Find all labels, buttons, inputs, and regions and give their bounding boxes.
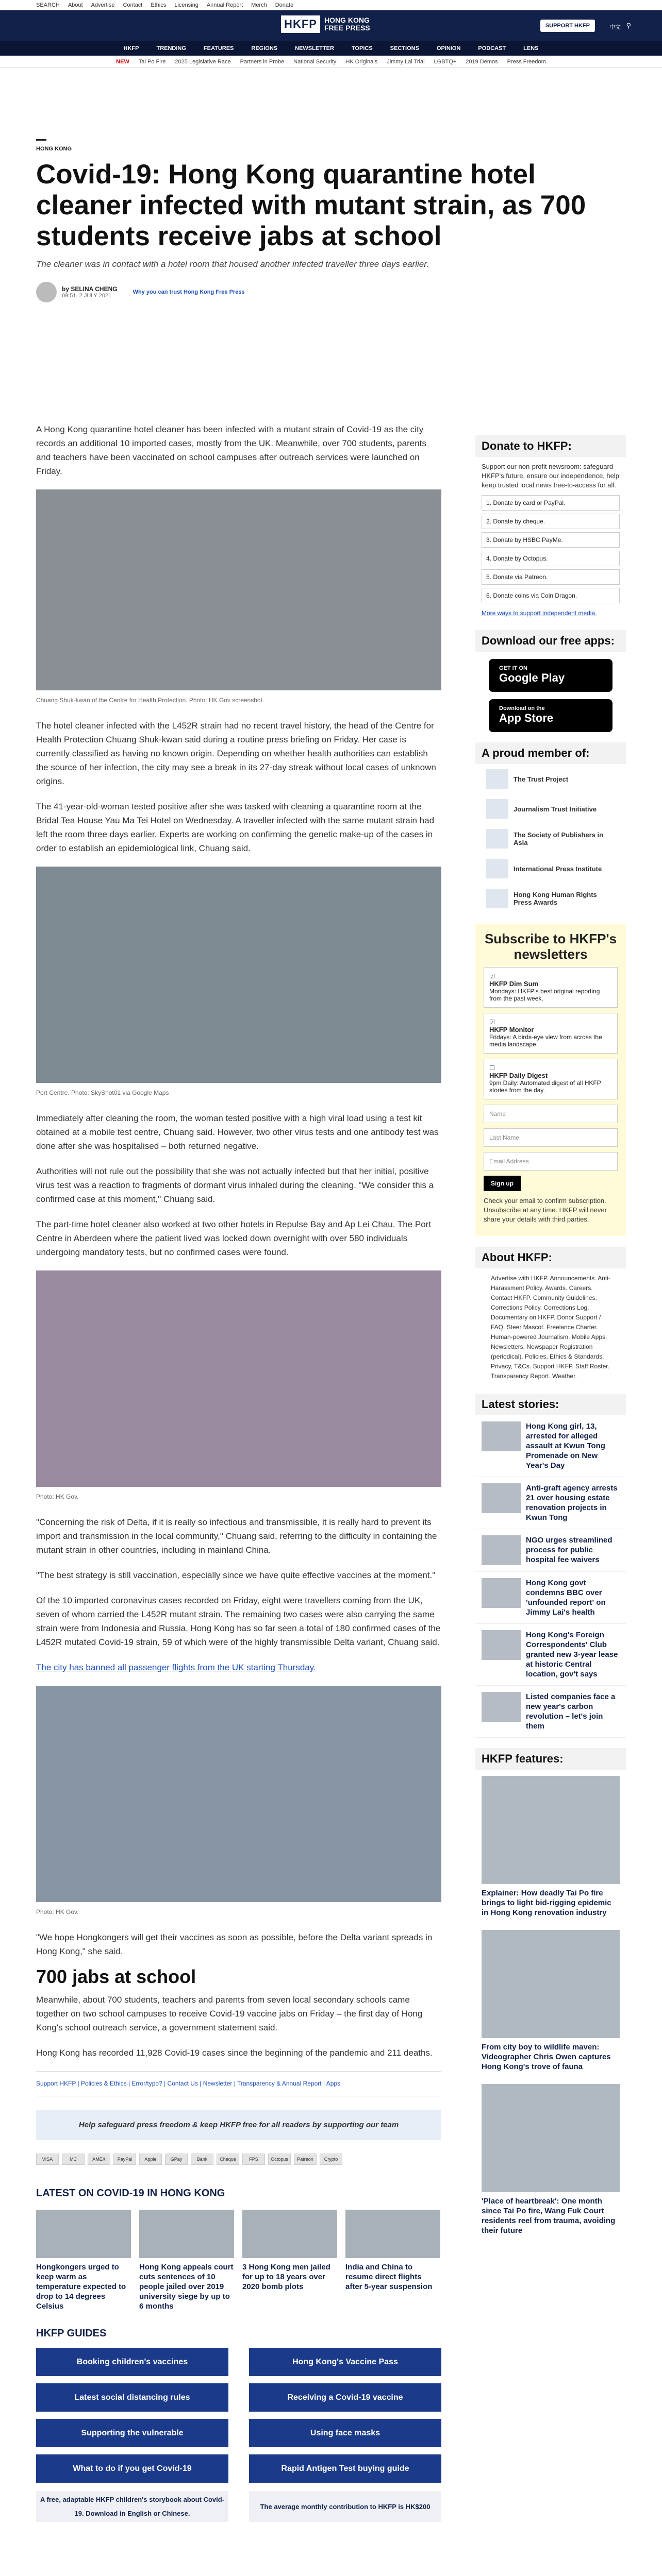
advertise-link[interactable]: Advertise xyxy=(91,2,115,8)
main-nav xyxy=(0,41,662,56)
story-title[interactable]: Hong Kong appeals court cuts sentences of 10 people jailed over 2019 university siege by up to 6 months xyxy=(139,2263,234,2311)
nav-item[interactable]: REGIONS xyxy=(251,45,278,52)
utility-bar xyxy=(0,0,662,10)
section-label[interactable]: HONG KONG xyxy=(36,139,46,152)
guide-button[interactable]: Using face masks xyxy=(249,2419,441,2447)
about-link[interactable]: About xyxy=(68,2,83,8)
brand-bar xyxy=(0,10,662,41)
trending-item[interactable]: LGBTQ+ xyxy=(434,58,457,65)
member-name: The Trust Project xyxy=(514,775,569,783)
guides-heading: HKFP GUIDES xyxy=(36,2328,107,2339)
story-thumbnail xyxy=(345,2210,440,2258)
latest-covid-heading: LATEST ON COVID-19 IN HONG KONG xyxy=(36,2188,225,2199)
article-photo xyxy=(36,1686,441,1902)
page-title: Covid-19: Hong Kong quarantine hotel cleaner infected with mutant strain, as 700 students receive jabs at school xyxy=(36,159,586,251)
contact-link[interactable]: Contact xyxy=(123,2,143,8)
payment-icon: GPay xyxy=(165,2154,188,2165)
story-item[interactable] xyxy=(475,1415,626,1477)
feature-item[interactable] xyxy=(475,2078,626,2242)
ethics-link[interactable]: Ethics xyxy=(151,2,167,8)
about-links[interactable]: Advertise with HKFP. Announcements. Anti-Harassment Policy. Awards. Careers. Contact HKFP. Community Guidelines. Corrections Policy. Corrections Log. Documentary on HKFP. Donor Support / FAQ. Steer Mascot. Freelance Charter. Human-powered Journalism. Mobile Apps. Newsletters. Newspaper Registration (periodical). Policies, Ethics & Standards. Privacy, T&Cs. Support HKFP. Staff Roster. Transparency Report. Weather. xyxy=(491,1275,610,1380)
option-title: HKFP Monitor xyxy=(489,1026,534,1033)
paragraph-link[interactable]: The city has banned all passenger flights from the UK starting Thursday. xyxy=(36,1663,316,1672)
newsletter-box xyxy=(475,924,626,1236)
feature-title[interactable]: Explainer: How deadly Tai Po fire brings to light bid-rigging epidemic in Hong Kong renovation industry xyxy=(482,1889,611,1917)
story-item[interactable] xyxy=(475,1624,626,1686)
member-name: The Society of Publishers in Asia xyxy=(514,831,604,846)
payment-icon: Patreon xyxy=(294,2154,317,2165)
guide-button[interactable]: Hong Kong's Vaccine Pass xyxy=(249,2348,441,2376)
newsletter-note: Check your email to confirm subscription. Unsubscribe at any time. HKFP will never share your details with third parties. xyxy=(484,1197,607,1223)
trending-item[interactable]: Press Freedom xyxy=(507,58,546,65)
member-logo[interactable] xyxy=(475,764,626,794)
guide-button[interactable]: Rapid Antigen Test buying guide xyxy=(249,2454,441,2483)
members-heading: A proud member of: xyxy=(475,742,626,764)
sidebar xyxy=(475,435,626,2242)
feature-item[interactable] xyxy=(475,1770,626,1924)
member-icon xyxy=(486,799,508,819)
option-title: HKFP Daily Digest xyxy=(489,1072,548,1079)
paragraph: "Concerning the risk of Delta, if it is really so infectious and transmissible, it is really hard to prevent its import and transmission in the local community," Chuang said, referring to the difficulty in containing the mutant strain in other countries, including in mainland China. xyxy=(36,1517,437,1555)
story-title[interactable]: Hongkongers urged to keep warm as temperature expected to drop to 14 degrees Celsius xyxy=(36,2263,126,2311)
photo-caption: Port Centre. Photo: SkyShot01 via Google Maps xyxy=(36,1089,169,1096)
search-link[interactable]: SEARCH xyxy=(36,2,60,8)
payment-icon: AMEX xyxy=(88,2154,110,2165)
newsletter-option[interactable]: ☑ HKFP Monitor Fridays: A birds-eye view from across the media landscape. xyxy=(484,1013,618,1054)
article-photo xyxy=(36,1270,441,1487)
paragraph: Of the 10 imported coronavirus cases recorded on Friday, eight were travellers coming from the UK, seven of whom carried the L452R mutant strain. The remaining two cases were also carrying the same strain were from Indonesia and Russia. Hong Kong has so far seen a total of 180 confirmed cases of the L452R mutated Covid-19 strain, 59 of which were of the highly transmissible Delta variant, Chuang said. xyxy=(36,1596,441,1647)
payment-icon: MC xyxy=(62,2154,85,2165)
signup-button[interactable]: Sign up xyxy=(484,1176,521,1191)
story-title[interactable]: Hong Kong's Foreign Correspondents' Club granted new 3-year lease at historic Central location, gov't says xyxy=(526,1631,618,1679)
nav-item[interactable]: OPINION xyxy=(436,45,461,52)
story-title[interactable]: Hong Kong govt condemns BBC over 'unfounded report' on Jimmy Lai's health xyxy=(526,1579,606,1617)
paragraph: "The best strategy is still vaccination, especially since we have quite effective vaccines at the moment." xyxy=(36,1570,436,1580)
nav-item[interactable]: LENS xyxy=(523,45,539,52)
member-logo[interactable] xyxy=(475,854,626,884)
member-name: Hong Kong Human Rights Press Awards xyxy=(514,891,597,906)
support-banner[interactable]: Help safeguard press freedom & keep HKFP free for all readers by supporting our team xyxy=(36,2110,441,2140)
guide-button[interactable]: Latest social distancing rules xyxy=(36,2383,228,2412)
story-thumbnail xyxy=(482,1421,521,1451)
story-tile[interactable] xyxy=(242,2210,337,2311)
paragraph: The part-time hotel cleaner also worked at two other hotels in Repulse Bay and Ap Lei Chau. The Port Centre in Aberdeen where the patient lived was locked down overnight with over 580 individuals undergoing mandatory tests, but no confirmed cases were found. xyxy=(36,1219,432,1257)
donate-option[interactable]: 5. Donate via Patreon. xyxy=(482,569,620,585)
member-name: Journalism Trust Initiative xyxy=(514,805,597,813)
nav-item[interactable]: TOPICS xyxy=(351,45,373,52)
google-play-badge[interactable] xyxy=(489,659,613,692)
trending-item[interactable]: 2019 Demos xyxy=(466,58,498,65)
donate-option[interactable]: 6. Donate coins via Coin Dragon. xyxy=(482,588,620,603)
new-badge: NEW xyxy=(116,58,129,65)
guide-button[interactable]: Supporting the vulnerable xyxy=(36,2419,228,2447)
guide-button[interactable]: Receiving a Covid-19 vaccine xyxy=(249,2383,441,2412)
story-title[interactable]: 3 Hong Kong men jailed for up to 18 years over 2020 bomb plots xyxy=(242,2263,330,2291)
story-title[interactable]: Listed companies face a new year's carbon revolution – let's join them xyxy=(526,1692,616,1731)
payment-icon: PayPal xyxy=(113,2154,136,2165)
story-thumbnail xyxy=(482,1483,521,1513)
option-desc: 9pm Daily: Automated digest of all HKFP stories from the day. xyxy=(489,1079,601,1094)
publish-date: 09:51, 2 JULY 2021 xyxy=(62,293,112,299)
licensing-link[interactable]: Licensing xyxy=(174,2,198,8)
photo-caption: Chuang Shuk-kwan of the Centre for Health Protection. Photo: HK Gov screenshot. xyxy=(36,697,264,704)
story-item[interactable] xyxy=(475,1572,626,1624)
member-logo[interactable] xyxy=(475,794,626,824)
feature-title[interactable]: From city boy to wildlife maven: Videographer Chris Owen captures Hong Kong's trove of fauna xyxy=(482,2043,611,2071)
story-tile[interactable] xyxy=(36,2210,131,2311)
member-name: International Press Institute xyxy=(514,865,602,873)
story-title[interactable]: India and China to resume direct flights after 5-year suspension xyxy=(345,2263,433,2291)
story-thumbnail xyxy=(482,1692,521,1722)
merch-link[interactable]: Merch xyxy=(251,2,267,8)
story-tile[interactable] xyxy=(139,2210,234,2311)
paragraph: Authorities will not rule out the possibility that she was not actually infected but that her initial, positive virus test was a reaction to fragments of dormant virus inhaled during the cleaning. "We consider this a confirmed case at this moment," Chuang said. xyxy=(36,1166,434,1204)
option-desc: Fridays: A birds-eye view from across the media landscape. xyxy=(489,1033,602,1048)
nav-item[interactable]: HKFP xyxy=(123,45,139,52)
latest-stories-heading: Latest stories: xyxy=(475,1394,626,1415)
nav-item[interactable]: SECTIONS xyxy=(390,45,419,52)
article-body xyxy=(36,422,441,2522)
badge-small: GET IT ON xyxy=(499,665,527,671)
donate-options xyxy=(475,495,626,603)
feature-title[interactable]: 'Place of heartbreak': One month since Tai Po fire, Wang Fuk Court residents reel from trauma, avoiding their future xyxy=(482,2197,616,2235)
story-title[interactable]: Hong Kong girl, 13, arrested for alleged assault at Kwun Tong Promenade on New Year's Day xyxy=(526,1422,605,1470)
footer-links[interactable]: Support HKFP | Policies & Ethics | Error/typo? | Contact Us | Newsletter | Transparency & Annual Report | Apps xyxy=(36,2071,441,2096)
donate-option[interactable]: 2. Donate by cheque. xyxy=(482,514,620,529)
contribution-promo[interactable]: The average monthly contribution to HKFP is HK$200 xyxy=(249,2491,441,2522)
donate-option[interactable]: 1. Donate by card or PayPal. xyxy=(482,495,620,511)
payment-icon: Cheque xyxy=(217,2154,239,2165)
paragraph: Hong Kong has recorded 11,928 Covid-19 cases since the beginning of the pandemic and 211 deaths. xyxy=(36,2048,433,2058)
member-icon xyxy=(486,829,508,849)
trending-item[interactable]: 2025 Legislative Race xyxy=(175,58,231,65)
guide-button[interactable]: Booking children's vaccines xyxy=(36,2348,228,2376)
nav-item[interactable]: TRENDING xyxy=(156,45,186,52)
features-heading: HKFP features: xyxy=(475,1748,626,1770)
logo-name: HONG KONG FREE PRESS xyxy=(324,16,370,32)
member-icon xyxy=(486,859,508,878)
article-photo xyxy=(36,489,441,690)
payment-icon: Crypto xyxy=(320,2154,342,2165)
newsletter-option[interactable]: ☐ HKFP Daily Digest 9pm Daily: Automated digest of all HKFP stories from the day. xyxy=(484,1059,618,1099)
story-title[interactable]: NGO urges streamlined process for public hospital fee waivers xyxy=(526,1536,613,1564)
email-field[interactable]: Email Address xyxy=(484,1152,618,1171)
story-thumbnail xyxy=(139,2210,234,2258)
photo-caption: Photo: HK Gov. xyxy=(36,1493,79,1500)
option-title: HKFP Dim Sum xyxy=(489,980,539,988)
newsletter-heading: Subscribe to HKFP's newsletters xyxy=(484,931,617,962)
paragraph: The hotel cleaner infected with the L452R strain had no recent travel history, the head of the Centre for Health Protection Chuang Shuk-kwan said during a routine press briefing on Friday. Her case is currently classified as having no known origin. Depending on whether health authorities can establish the source of her infection, the city may see a break in its 27-day streak without local cases of unknown origins. xyxy=(36,721,436,786)
payment-icon: FPS xyxy=(242,2154,265,2165)
trending-item[interactable]: Jimmy Lai Trial xyxy=(387,58,425,65)
storybook-promo[interactable]: A free, adaptable HKFP children's storybook about Covid-19. Download in English or Chinese. xyxy=(36,2491,228,2522)
donate-link[interactable]: Donate xyxy=(275,2,294,8)
payment-icon: Apple xyxy=(139,2154,162,2165)
trust-link[interactable]: Why you can trust Hong Kong Free Press xyxy=(133,289,245,295)
avatar xyxy=(36,282,57,302)
latest-covid-list xyxy=(36,2210,441,2311)
nav-item[interactable]: NEWSLETTER xyxy=(295,45,334,52)
article-header xyxy=(36,139,626,314)
trending-item[interactable]: National Security xyxy=(293,58,337,65)
feature-image xyxy=(482,1776,620,1884)
story-item[interactable] xyxy=(475,1529,626,1572)
nav-item[interactable]: FEATURES xyxy=(203,45,234,52)
donate-heading: Donate to HKFP: xyxy=(475,435,626,457)
payment-icon: Octopus xyxy=(268,2154,291,2165)
article-photo xyxy=(36,867,441,1083)
feature-image xyxy=(482,2084,620,2192)
member-logo[interactable] xyxy=(475,884,626,913)
option-desc: Mondays: HKFP's best original reporting from the past week. xyxy=(489,988,600,1002)
story-thumbnail xyxy=(482,1535,521,1565)
story-thumbnail xyxy=(482,1578,521,1608)
language-link[interactable]: 中文 xyxy=(609,24,621,30)
last-name-field[interactable]: Last Name xyxy=(484,1128,618,1147)
trending-item[interactable]: HK Originals xyxy=(345,58,378,65)
story-item[interactable] xyxy=(475,1477,626,1529)
logo-mark: HKFP xyxy=(281,15,320,33)
payment-icon: Bank xyxy=(191,2154,213,2165)
promo-row xyxy=(36,2491,441,2522)
story-thumbnail xyxy=(242,2210,337,2258)
newsletter-option[interactable]: ☑ HKFP Dim Sum Mondays: HKFP's best original reporting from the past week. xyxy=(484,967,618,1008)
badge-name: App Store xyxy=(499,711,554,724)
paragraph: A Hong Kong quarantine hotel cleaner has been infected with a mutant strain of Covid-19 as the city records an additional 10 imported cases, mostly from the UK. Meanwhile, over 700 students, parents and teachers have been vaccinated on school campuses after outreach services were launched on Friday. xyxy=(36,425,426,476)
payment-icon: VISA xyxy=(36,2154,59,2165)
guide-button[interactable]: What to do if you get Covid-19 xyxy=(36,2454,228,2483)
article-lede: The cleaner was in contact with a hotel room that housed another infected traveller three days earlier. xyxy=(36,259,429,269)
apps-heading: Download our free apps: xyxy=(475,630,626,652)
payment-icons xyxy=(36,2154,441,2165)
author-name[interactable]: by SELINA CHENG xyxy=(62,285,118,293)
paragraph: The 41-year-old-woman tested positive after she was tasked with cleaning a quarantine room at the Bridal Tea House Yau Ma Tei Hotel on Wednesday. A traveller infected with the same mutant strain had left the room three days earlier. Experts are working on confirming the genetic make-up of the cases in order to establish an epidemiological link, Chuang said. xyxy=(36,802,435,853)
badge-name: Google Play xyxy=(499,671,565,684)
trending-item[interactable]: Partners in Probe xyxy=(240,58,285,65)
member-icon xyxy=(486,889,508,908)
search-icon[interactable]: ⚲ xyxy=(626,22,631,29)
story-thumbnail xyxy=(482,1630,521,1660)
badge-small: Download on the xyxy=(499,705,545,711)
donate-option[interactable]: 3. Donate by HSBC PayMe. xyxy=(482,532,620,548)
more-ways-link[interactable]: More ways to support independent media. xyxy=(482,609,597,617)
trending-item[interactable]: Tai Po Fire xyxy=(138,58,166,65)
paragraph: Meanwhile, about 700 students, teachers and parents from seven local secondary schools came together on two school campuses to receive Covid-19 vaccine jabs on Friday – the first day of Hong Kong's school outreach service, a government statement said. xyxy=(36,1995,423,2032)
trending-bar xyxy=(0,56,662,68)
nav-item[interactable]: PODCAST xyxy=(478,45,506,52)
byline xyxy=(36,281,626,303)
subheading: 700 jabs at school xyxy=(36,1966,196,1987)
photo-caption: Photo: HK Gov. xyxy=(36,1908,79,1916)
support-button[interactable]: SUPPORT HKFP xyxy=(540,20,595,32)
site-logo[interactable] xyxy=(281,15,381,33)
name-field[interactable]: Name xyxy=(484,1105,618,1123)
guides-grid xyxy=(36,2348,441,2483)
story-title[interactable]: Anti-graft agency arrests 21 over housing estate renovation projects in Kwun Tong xyxy=(526,1484,618,1522)
paragraph: "We hope Hongkongers will get their vaccines as soon as possible, before the Delta variant spreads in Hong Kong," she said. xyxy=(36,1933,433,1956)
member-logo[interactable] xyxy=(475,824,626,854)
feature-image xyxy=(482,1930,620,2038)
about-heading: About HKFP: xyxy=(475,1247,626,1268)
donate-option[interactable]: 4. Donate by Octopus. xyxy=(482,551,620,566)
annual-report-link[interactable]: Annual Report xyxy=(206,2,243,8)
feature-item[interactable] xyxy=(475,1924,626,2078)
donate-text: Support our non-profit newsroom: safeguard HKFP's future, ensure our independence, help keep trusted local news free-to-access for all. xyxy=(482,463,619,489)
story-item[interactable] xyxy=(475,1686,626,1738)
app-store-badge[interactable] xyxy=(489,699,613,732)
story-thumbnail xyxy=(36,2210,131,2258)
paragraph: Immediately after cleaning the room, the woman tested positive with a high viral load using a test kit obtained at a mobile test centre, Chuang said. However, two other virus tests and one antibody test was done after she was hospitalised – both returned negative. xyxy=(36,1113,439,1151)
story-tile[interactable] xyxy=(345,2210,440,2311)
member-icon xyxy=(486,769,508,789)
